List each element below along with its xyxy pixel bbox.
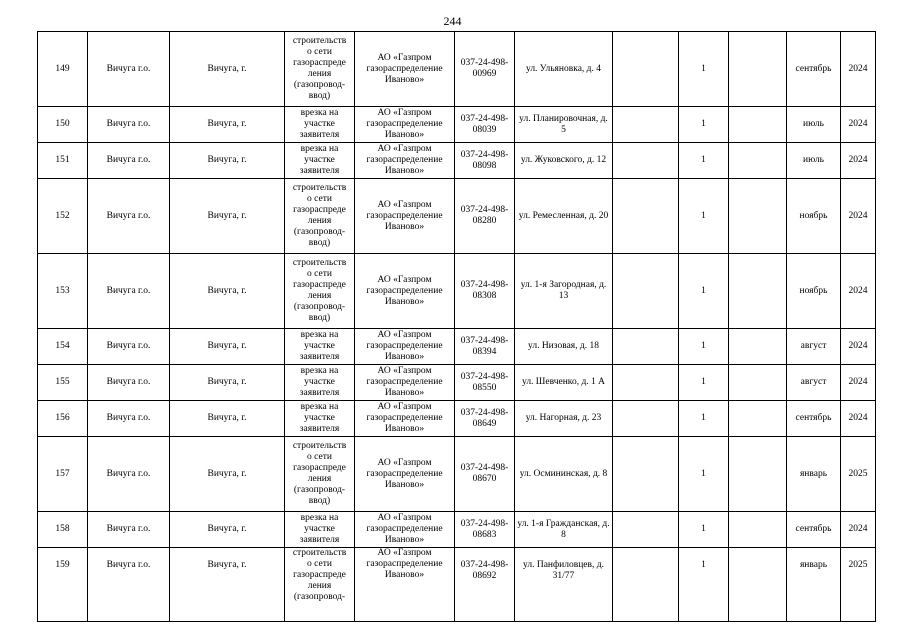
locality-cell: Вичуга, г. <box>170 512 285 548</box>
address-cell: ул. Нагорная, д. 23 <box>515 401 613 437</box>
table-row <box>38 32 876 107</box>
month-cell: август <box>787 365 841 401</box>
district-cell: Вичуга г.о. <box>88 437 170 512</box>
row-number: 156 <box>38 401 88 437</box>
table-row <box>38 179 876 254</box>
request-code-cell: 037-24-498-08692 <box>455 548 515 622</box>
organization-cell: АО «Газпром газораспределение Иваново» <box>355 254 455 329</box>
row-number: 159 <box>38 548 88 622</box>
row-number: 150 <box>38 107 88 143</box>
district-cell: Вичуга г.о. <box>88 401 170 437</box>
empty-cell <box>729 329 787 365</box>
month-cell: июль <box>787 143 841 179</box>
work-type-cell: строительств о сети газораспреде ления (газопровод- <box>285 548 355 622</box>
quantity-cell: 1 <box>679 365 729 401</box>
request-code-cell: 037-24-498-08308 <box>455 254 515 329</box>
organization-cell: АО «Газпром газораспределение Иваново» <box>355 437 455 512</box>
table-row <box>38 437 876 512</box>
month-cell: январь <box>787 548 841 622</box>
quantity-cell: 1 <box>679 512 729 548</box>
empty-cell <box>729 548 787 622</box>
month-cell: сентябрь <box>787 401 841 437</box>
empty-cell <box>613 179 679 254</box>
year-cell: 2025 <box>841 437 876 512</box>
locality-cell: Вичуга, г. <box>170 254 285 329</box>
organization-cell: АО «Газпром газораспределение Иваново» <box>355 32 455 107</box>
table-row <box>38 512 876 548</box>
work-type-cell: врезка на участке заявителя <box>285 401 355 437</box>
district-cell: Вичуга г.о. <box>88 548 170 622</box>
row-number: 157 <box>38 437 88 512</box>
address-cell: ул. Жуковского, д. 12 <box>515 143 613 179</box>
gas-connection-table <box>37 31 876 622</box>
year-cell: 2024 <box>841 329 876 365</box>
empty-cell <box>613 401 679 437</box>
empty-cell <box>613 365 679 401</box>
locality-cell: Вичуга, г. <box>170 32 285 107</box>
empty-cell <box>729 254 787 329</box>
year-cell: 2024 <box>841 107 876 143</box>
row-number: 152 <box>38 179 88 254</box>
empty-cell <box>729 143 787 179</box>
organization-cell: АО «Газпром газораспределение Иваново» <box>355 365 455 401</box>
empty-cell <box>613 329 679 365</box>
district-cell: Вичуга г.о. <box>88 512 170 548</box>
table-row <box>38 107 876 143</box>
month-cell: ноябрь <box>787 179 841 254</box>
month-cell: сентябрь <box>787 512 841 548</box>
quantity-cell: 1 <box>679 437 729 512</box>
month-cell: июль <box>787 107 841 143</box>
table-row <box>38 143 876 179</box>
organization-cell: АО «Газпром газораспределение Иваново» <box>355 179 455 254</box>
month-cell: январь <box>787 437 841 512</box>
quantity-cell: 1 <box>679 329 729 365</box>
empty-cell <box>729 107 787 143</box>
year-cell: 2024 <box>841 401 876 437</box>
empty-cell <box>613 512 679 548</box>
empty-cell <box>729 401 787 437</box>
address-cell: ул. Панфиловцев, д. 31/77 <box>515 548 613 622</box>
empty-cell <box>613 32 679 107</box>
month-cell: сентябрь <box>787 32 841 107</box>
locality-cell: Вичуга, г. <box>170 548 285 622</box>
request-code-cell: 037-24-498-08670 <box>455 437 515 512</box>
organization-cell: АО «Газпром газораспределение Иваново» <box>355 512 455 548</box>
row-number: 155 <box>38 365 88 401</box>
request-code-cell: 037-24-498-08649 <box>455 401 515 437</box>
locality-cell: Вичуга, г. <box>170 107 285 143</box>
month-cell: ноябрь <box>787 254 841 329</box>
request-code-cell: 037-24-498-08683 <box>455 512 515 548</box>
empty-cell <box>613 548 679 622</box>
locality-cell: Вичуга, г. <box>170 179 285 254</box>
page-number: 244 <box>443 14 462 28</box>
year-cell: 2025 <box>841 548 876 622</box>
quantity-cell: 1 <box>679 254 729 329</box>
row-number: 154 <box>38 329 88 365</box>
district-cell: Вичуга г.о. <box>88 32 170 107</box>
work-type-cell: врезка на участке заявителя <box>285 329 355 365</box>
quantity-cell: 1 <box>679 107 729 143</box>
year-cell: 2024 <box>841 32 876 107</box>
organization-cell: АО «Газпром газораспределение Иваново» <box>355 548 455 622</box>
row-number: 158 <box>38 512 88 548</box>
address-cell: ул. 1-я Загородная, д. 13 <box>515 254 613 329</box>
address-cell: ул. Планировочная, д. 5 <box>515 107 613 143</box>
table-row <box>38 254 876 329</box>
request-code-cell: 037-24-498-08550 <box>455 365 515 401</box>
request-code-cell: 037-24-498-08394 <box>455 329 515 365</box>
work-type-cell: врезка на участке заявителя <box>285 143 355 179</box>
row-number: 149 <box>38 32 88 107</box>
address-cell: ул. Осмининская, д. 8 <box>515 437 613 512</box>
organization-cell: АО «Газпром газораспределение Иваново» <box>355 107 455 143</box>
district-cell: Вичуга г.о. <box>88 107 170 143</box>
table-row <box>38 365 876 401</box>
row-number: 151 <box>38 143 88 179</box>
organization-cell: АО «Газпром газораспределение Иваново» <box>355 401 455 437</box>
empty-cell <box>729 179 787 254</box>
month-cell: август <box>787 329 841 365</box>
organization-cell: АО «Газпром газораспределение Иваново» <box>355 329 455 365</box>
year-cell: 2024 <box>841 512 876 548</box>
empty-cell <box>613 143 679 179</box>
locality-cell: Вичуга, г. <box>170 437 285 512</box>
quantity-cell: 1 <box>679 143 729 179</box>
district-cell: Вичуга г.о. <box>88 143 170 179</box>
table-row <box>38 401 876 437</box>
quantity-cell: 1 <box>679 548 729 622</box>
quantity-cell: 1 <box>679 32 729 107</box>
table-row <box>38 329 876 365</box>
work-type-cell: строительств о сети газораспреде ления (газопровод- ввод) <box>285 437 355 512</box>
empty-cell <box>729 32 787 107</box>
address-cell: ул. Низовая, д. 18 <box>515 329 613 365</box>
row-number: 153 <box>38 254 88 329</box>
work-type-cell: врезка на участке заявителя <box>285 512 355 548</box>
work-type-cell: строительств о сети газораспреде ления (газопровод- ввод) <box>285 32 355 107</box>
request-code-cell: 037-24-498-08280 <box>455 179 515 254</box>
locality-cell: Вичуга, г. <box>170 143 285 179</box>
organization-cell: АО «Газпром газораспределение Иваново» <box>355 143 455 179</box>
empty-cell <box>729 365 787 401</box>
empty-cell <box>613 107 679 143</box>
year-cell: 2024 <box>841 365 876 401</box>
year-cell: 2024 <box>841 179 876 254</box>
request-code-cell: 037-24-498-08098 <box>455 143 515 179</box>
work-type-cell: строительств о сети газораспреде ления (газопровод- ввод) <box>285 254 355 329</box>
address-cell: ул. 1-я Гражданская, д. 8 <box>515 512 613 548</box>
district-cell: Вичуга г.о. <box>88 179 170 254</box>
request-code-cell: 037-24-498-08039 <box>455 107 515 143</box>
district-cell: Вичуга г.о. <box>88 329 170 365</box>
year-cell: 2024 <box>841 143 876 179</box>
table-body <box>38 32 876 622</box>
district-cell: Вичуга г.о. <box>88 254 170 329</box>
empty-cell <box>729 437 787 512</box>
quantity-cell: 1 <box>679 179 729 254</box>
district-cell: Вичуга г.о. <box>88 365 170 401</box>
work-type-cell: врезка на участке заявителя <box>285 365 355 401</box>
address-cell: ул. Ремесленная, д. 20 <box>515 179 613 254</box>
locality-cell: Вичуга, г. <box>170 365 285 401</box>
quantity-cell: 1 <box>679 401 729 437</box>
work-type-cell: строительств о сети газораспреде ления (газопровод- ввод) <box>285 179 355 254</box>
address-cell: ул. Шевченко, д. 1 А <box>515 365 613 401</box>
empty-cell <box>613 254 679 329</box>
year-cell: 2024 <box>841 254 876 329</box>
request-code-cell: 037-24-498-00969 <box>455 32 515 107</box>
locality-cell: Вичуга, г. <box>170 401 285 437</box>
locality-cell: Вичуга, г. <box>170 329 285 365</box>
work-type-cell: врезка на участке заявителя <box>285 107 355 143</box>
empty-cell <box>613 437 679 512</box>
table-row <box>38 548 876 622</box>
empty-cell <box>729 512 787 548</box>
address-cell: ул. Ульяновка, д. 4 <box>515 32 613 107</box>
